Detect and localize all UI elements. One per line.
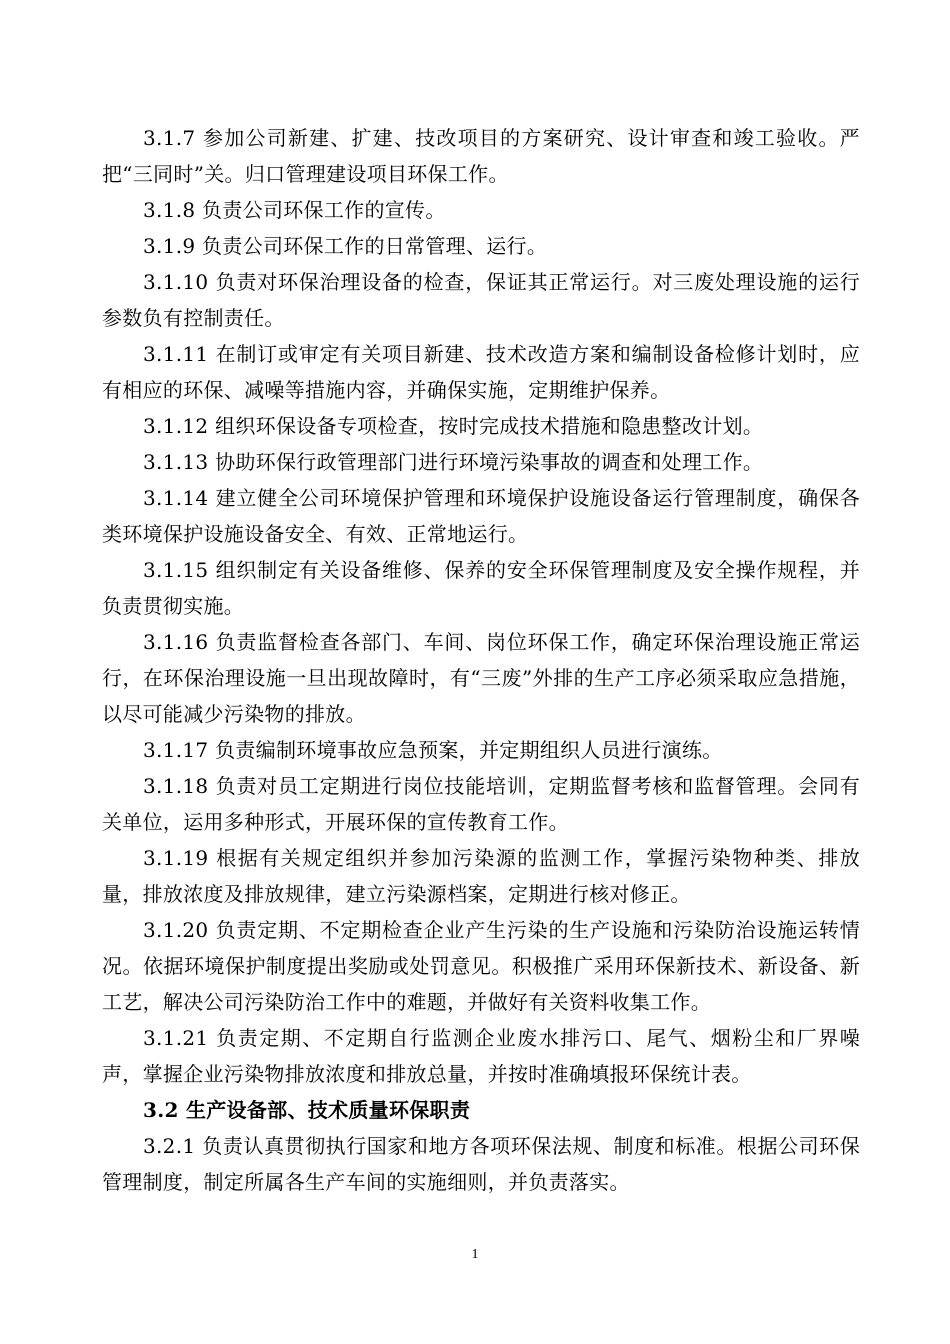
paragraph-3-1-14: 3.1.14 建立健全公司环境保护管理和环境保护设施设备运行管理制度，确保各类环境保护设施设备安全、有效、正常地运行。 [102,486,860,546]
paragraph-3-1-20: 3.1.20 负责定期、不定期检查企业产生污染的生产设施和污染防治设施运转情况。依据环境保护制度提出奖励或处罚意见。积极推广采用环保新技术、新设备、新工艺，解决公司污染防治工作中的难题，并做好有关资料收集工作。 [102,918,860,1014]
paragraph-3-1-9: 3.1.9 负责公司环保工作的日常管理、运行。 [143,234,548,258]
paragraph-3-1-19: 3.1.19 根据有关规定组织并参加污染源的监测工作，掌握污染物种类、排放量，排放浓度及排放规律，建立污染源档案，定期进行核对修正。 [102,846,860,906]
paragraph-3-1-12: 3.1.12 组织环保设备专项检查，按时完成技术措施和隐患整改计划。 [143,414,764,438]
paragraph-3-1-8: 3.1.8 负责公司环保工作的宣传。 [143,198,446,222]
paragraph-3-2-1: 3.2.1 负责认真贯彻执行国家和地方各项环保法规、制度和标准。根据公司环保管理制度，制定所属各生产车间的实施细则，并负责落实。 [102,1134,860,1194]
paragraph-3-1-17: 3.1.17 负责编制环境事故应急预案，并定期组织人员进行演练。 [143,738,723,762]
paragraph-3-1-16: 3.1.16 负责监督检查各部门、车间、岗位环保工作，确定环保治理设施正常运行，在环保治理设施一旦出现故障时，有“三废”外排的生产工序必须采取应急措施，以尽可能减少污染物的排放。 [102,630,860,726]
page-number: 1 [471,1247,479,1262]
paragraph-3-1-13: 3.1.13 协助环保行政管理部门进行环境污染事故的调查和处理工作。 [143,450,764,474]
section-heading-3-2: 3.2 生产设备部、技术质量环保职责 [143,1098,471,1122]
paragraph-3-1-7: 3.1.7 参加公司新建、扩建、技改项目的方案研究、设计审查和竣工验收。严把“三同时”关。归口管理建设项目环保工作。 [102,126,860,186]
paragraph-3-1-15: 3.1.15 组织制定有关设备维修、保养的安全环保管理制度及安全操作规程，并负责贯彻实施。 [102,558,860,618]
paragraph-3-1-18: 3.1.18 负责对员工定期进行岗位技能培训，定期监督考核和监督管理。会同有关单位，运用多种形式，开展环保的宣传教育工作。 [102,774,860,834]
paragraph-3-1-10: 3.1.10 负责对环保治理设备的检查，保证其正常运行。对三废处理设施的运行参数负有控制责任。 [102,270,860,330]
paragraph-3-1-11: 3.1.11 在制订或审定有关项目新建、技术改造方案和编制设备检修计划时，应有相应的环保、减噪等措施内容，并确保实施，定期维护保养。 [102,342,860,402]
paragraph-3-1-21: 3.1.21 负责定期、不定期自行监测企业废水排污口、尾气、烟粉尘和厂界噪声，掌握企业污染物排放浓度和排放总量，并按时准确填报环保统计表。 [102,1026,860,1086]
document-body [102,120,860,1200]
